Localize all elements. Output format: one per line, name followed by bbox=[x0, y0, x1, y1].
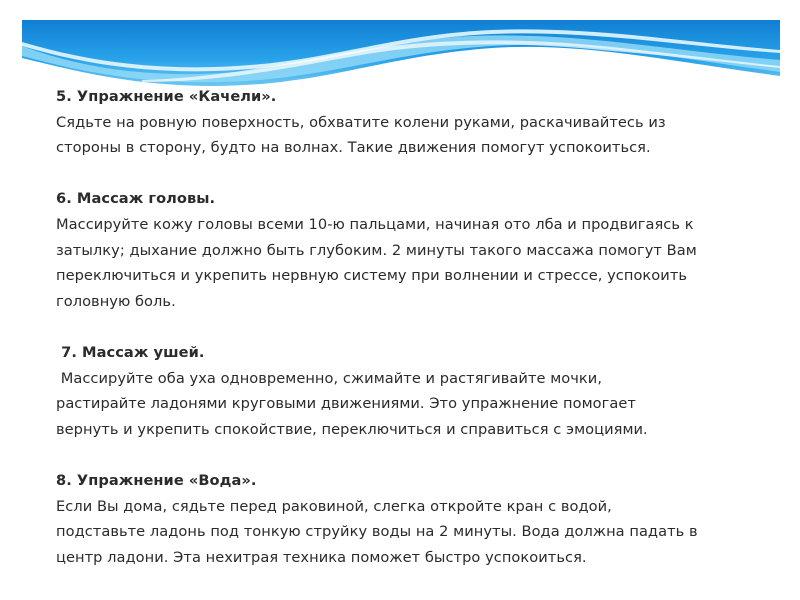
text-line: Массируйте кожу головы всеми 10-ю пальцами, начиная ото лба и продвигаясь к bbox=[56, 215, 694, 233]
exercise-5 bbox=[56, 84, 768, 161]
text-line: подставьте ладонь под тонкую струйку воды на 2 минуты. Вода должна падать в bbox=[56, 523, 698, 541]
text-line: головную боль. bbox=[56, 292, 176, 310]
exercise-heading: 7. Массаж ушей. bbox=[56, 343, 205, 361]
text-line: затылку; дыхание должно быть глубоким. 2 минуты такого массажа помогут Вам bbox=[56, 241, 697, 259]
exercise-7 bbox=[56, 340, 768, 442]
exercise-description bbox=[56, 212, 768, 314]
text-line: стороны в сторону, будто на волнах. Такие движения помогут успокоиться. bbox=[56, 139, 651, 157]
text-line: Если Вы дома, сядьте перед раковиной, слегка откройте кран с водой, bbox=[56, 497, 612, 515]
text-line: центр ладони. Эта нехитрая техника поможет быстро успокоиться. bbox=[56, 548, 587, 566]
exercise-heading: 6. Массаж головы. bbox=[56, 190, 216, 208]
text-line: Сядьте на ровную поверхность, обхватите колени руками, раскачивайтесь из bbox=[56, 113, 666, 131]
exercise-6 bbox=[56, 186, 768, 314]
text-line: вернуть и укрепить спокойствие, переключиться и справиться с эмоциями. bbox=[56, 420, 648, 438]
exercise-description bbox=[56, 110, 768, 161]
wave-header-decoration bbox=[22, 20, 780, 92]
exercise-heading: 5. Упражнение «Качели». bbox=[56, 88, 277, 105]
text-line: переключиться и укрепить нервную систему при волнении и стрессе, успокоить bbox=[56, 267, 688, 285]
exercise-8 bbox=[56, 468, 768, 570]
exercise-heading: 8. Упражнение «Вода». bbox=[56, 471, 257, 489]
exercise-description bbox=[56, 494, 768, 571]
text-content bbox=[56, 84, 768, 570]
text-line: Массируйте оба уха одновременно, сжимайте и растягивайте мочки, bbox=[56, 369, 603, 387]
exercise-description bbox=[56, 366, 768, 443]
text-line: растирайте ладонями круговыми движениями. Это упражнение помогает bbox=[56, 395, 636, 413]
